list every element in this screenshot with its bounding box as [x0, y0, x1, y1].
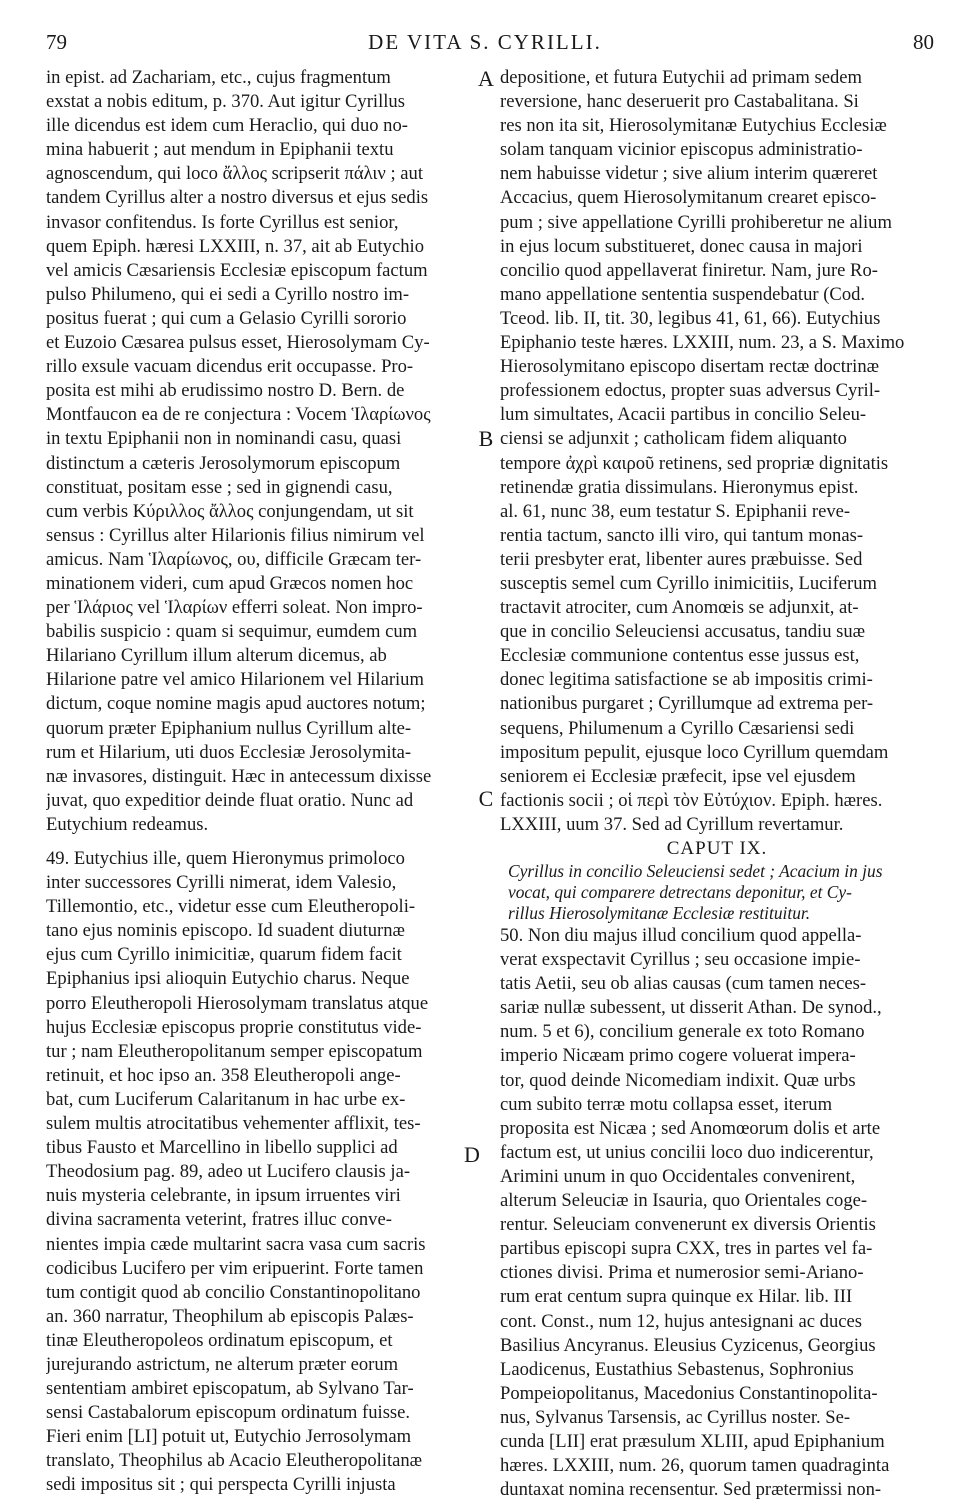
- text-line: sariæ nullæ subessent, ut disserit Athan. De synod.,: [500, 997, 882, 1019]
- text-line: professionem edoctus, propter suas adversus Cyril-: [500, 380, 881, 402]
- text-line: nientes impia cæde multarint sacra vasa cum sacris: [46, 1233, 426, 1255]
- text-line: invasor confitendus. Is forte Cyrillus est senior,: [46, 211, 399, 233]
- margin-marker-b: B: [478, 426, 494, 451]
- margin-marker-a: A: [478, 66, 494, 91]
- text-line: terii presbyter erat, libenter aures præbuisse. Sed: [500, 548, 863, 570]
- text-line: et Euzoio Cæsarea pulsus esset, Hierosolymam Cy-: [46, 332, 430, 354]
- text-line: Basilius Ancyranus. Eleusius Cyzicenus, Georgius: [500, 1334, 876, 1356]
- text-line: rum erat centum supra quinque ex Hilar. lib. III: [500, 1286, 853, 1308]
- page-header: [0, 30, 970, 62]
- text-line: cum subito terræ motu collapsa esset, iterum: [500, 1093, 833, 1115]
- text-line: lum simultates, Acacii partibus in concilio Seleu-: [500, 404, 867, 426]
- text-line: cum verbis Κύριλλος ἄλλος conjungendam, ut sit: [46, 500, 414, 522]
- text-line: constituat, positam esse ; sed in gignendi casu,: [46, 476, 393, 498]
- text-line: retinendæ gratia dissimulans. Hieronymus epist.: [500, 476, 859, 498]
- text-line: juvat, quo expeditior deinde fluat oratio. Nunc ad: [46, 789, 414, 811]
- text-line: Pompeiopolitanus, Macedonius Constantinopolita-: [500, 1382, 878, 1404]
- text-line: factum est, ut unius concilii loco duo indicerentur,: [500, 1141, 874, 1163]
- text-line: ciensi se adjunxit ; catholicam fidem aliquanto: [500, 428, 847, 450]
- text-line: in textu Epiphanii non in nominandi casu, quasi: [46, 428, 402, 450]
- text-line: babilis suspicio : quam si sequimur, eumdem cum: [46, 621, 418, 643]
- text-line: retinuit, et hoc ipso an. 358 Eleutheropoli ange-: [46, 1064, 401, 1086]
- text-line: tatis Aetii, seu ob alias causas (cum tamen neces-: [500, 973, 867, 995]
- text-line: nuis mysteria celebrante, in ipsum irruentes viri: [46, 1185, 401, 1207]
- text-line: Accacius, quem Hierosolymitanum crearet episco-: [500, 187, 877, 209]
- text-line: verat exspectavit Cyrillus ; seu occasione impie-: [500, 949, 861, 971]
- text-line: donec legitima satisfactione se ab impositis crimi-: [500, 669, 873, 691]
- text-line: vel amicis Cæsariensis Ecclesiæ episcopum factum: [46, 259, 428, 281]
- text-line: quorum præter Epiphanium nullus Cyrillum alte-: [46, 717, 412, 739]
- text-line: tibus Fausto et Marcellino in libello supplici ad: [46, 1137, 398, 1159]
- right-paragraph-1: [500, 66, 934, 837]
- text-line: mina habuerit ; aut mendum in Epiphanii textu: [46, 139, 394, 161]
- text-line: codicibus Lucifero per vim eripuerint. Forte tamen: [46, 1257, 424, 1279]
- text-line: tano ejus nominis episcopo. Id suadent diuturnæ: [46, 920, 405, 942]
- text-line: Tceod. lib. II, tit. 30, legibus 41, 61, 66). Eutychius: [500, 307, 881, 329]
- text-line: sensi Castabalorum episcopum ordinatum fuisse.: [46, 1402, 411, 1424]
- text-line: tinæ Eleutheropoleos ordinatum episcopum, et: [46, 1329, 393, 1351]
- text-line: Laodicenus, Eustathius Sebastenus, Sophronius: [500, 1358, 854, 1380]
- text-line: næ invasores, distinguit. Hæc in antecessum dixisse: [46, 765, 432, 787]
- text-line: amicus. Nam Ἱλαρίωνος, ου, difficile Græcam ter-: [46, 548, 422, 570]
- text-line: bat, cum Luciferum Calaritanum in hac urbe ex-: [46, 1088, 406, 1110]
- text-line: al. 61, nunc 38, eum testatur S. Epiphanii reve-: [500, 500, 851, 522]
- text-line: Hilarione patre vel amico Hilarionem vel Hilarium: [46, 669, 424, 691]
- text-line: nus, Sylvanus Tarsensis, ac Cyrillus noster. Se-: [500, 1406, 851, 1428]
- text-line: vocat, qui comparere detrectans deponitur, et Cy-: [508, 882, 852, 902]
- text-line: exstat a nobis editum, p. 370. Aut igitur Cyrillus: [46, 91, 405, 113]
- text-line: que in concilio Seleuciensi accusatus, tandiu suæ: [500, 621, 866, 643]
- text-line: alterum Seleuciæ in Isauria, quo Orientales coge-: [500, 1190, 868, 1212]
- text-line: sensus : Cyrillus alter Hilarionis filius nimirum vel: [46, 524, 425, 546]
- text-line: nem habuisse videtur ; sive alium interim quæreret: [500, 163, 878, 185]
- text-line: posita est mihi ab erudissimo nostro D. Bern. de: [46, 380, 405, 402]
- text-line: an. 360 narratur, Theophilum ab episcopis Palæs-: [46, 1305, 414, 1327]
- text-line: Tillemontio, etc., videtur esse cum Eleutheropoli-: [46, 896, 416, 918]
- text-line: tempore ἀχρὶ καιροῦ retinens, sed propriæ dignitatis: [500, 452, 889, 474]
- text-line: positus fuerat ; qui cum a Gelasio Cyrilli sororio: [46, 307, 407, 329]
- text-line: mano appellatione sententia suspendebatur (Cod.: [500, 283, 866, 305]
- text-line: porro Eleutheropoli Hierosolymam translatus atque: [46, 992, 429, 1014]
- text-line: translato, Theophilus ab Acacio Eleutheropolitanæ: [46, 1450, 423, 1472]
- text-line: agnoscendum, qui loco ἄλλος scripserit πάλιν ; aut: [46, 163, 423, 185]
- text-line: in ejus locum substitueret, donec causa in majori: [500, 235, 863, 257]
- text-line: Hilariano Cyrillum illum alterum dicemus, ab: [46, 645, 387, 667]
- chapter-title: CAPUT IX.: [666, 838, 768, 859]
- text-line: Cyrillus in concilio Seleuciensi sedet ; Acacium in jus: [508, 861, 883, 881]
- text-line: minationem videri, cum apud Græcos nomen hoc: [46, 572, 414, 594]
- text-line: hæres. LXXIII, num. 26, quorum tamen quadraginta: [500, 1455, 890, 1477]
- left-column: [46, 66, 476, 1498]
- text-line: cont. Const., num 12, hujus antesignani ac duces: [500, 1310, 863, 1332]
- left-paragraph-1: [46, 66, 476, 837]
- text-line: rillus Hierosolymitanæ Ecclesiæ restituitur.: [508, 903, 811, 923]
- text-line: tor, quod deinde Nicomediam indixit. Quæ urbs: [500, 1069, 856, 1091]
- text-line: ille dicendus est idem cum Heraclio, qui duo no-: [46, 115, 408, 137]
- text-line: rentur. Seleuciam convenerunt ex diversis Orientis: [500, 1214, 876, 1236]
- text-line: impositum pepulit, ejusque loco Cyrillum quemdam: [500, 741, 889, 763]
- margin-marker-c: C: [478, 786, 494, 811]
- text-line: cunda [LII] erat præsulum XLIII, apud Epiphanium: [500, 1430, 885, 1452]
- text-line: tractavit atrociter, cum Anomœis se adjunxit, at-: [500, 597, 859, 619]
- text-line: Theodosium pag. 89, adeo ut Lucifero clausis ja-: [46, 1161, 411, 1183]
- text-line: 50. Non diu majus illud concilium quod appella-: [500, 925, 862, 946]
- text-line: duntaxat nomina recensentur. Sed prætermissi non-: [500, 1479, 882, 1501]
- text-line: Fieri enim [LI] potuit ut, Eutychio Jerrosolymam: [46, 1426, 412, 1448]
- text-line: Arimini unum in quo Occidentales convenirent,: [500, 1165, 856, 1187]
- text-line: factionis socii ; οἱ περὶ τὸν Εὐτύχιον. Epiph. hæres.: [500, 789, 883, 811]
- text-line: num. 5 et 6), concilium generale ex toto Romano: [500, 1021, 865, 1043]
- text-line: proposita est Nicæa ; sed Anomœorum dolis et arte: [500, 1117, 881, 1139]
- text-line: imperio Nicæam primo cogere voluerat impera-: [500, 1045, 856, 1067]
- text-line: jurejurando astrictum, ne alterum præter eorum: [46, 1353, 399, 1375]
- text-line: res non ita sit, Hierosolymitanæ Eutychius Ecclesiæ: [500, 115, 887, 137]
- text-line: per Ἱλάριος vel Ἱλαρίων efferri soleat. Non impro-: [46, 597, 423, 619]
- text-line: Ecclesiæ communione contentus esse jussus est,: [500, 645, 860, 667]
- text-line: Montfaucon ea de re conjectura : Vocem Ἱλαρίωνος: [46, 404, 431, 426]
- text-line: pulso Philumeno, qui ei sedi a Cyrillo nostro im-: [46, 283, 410, 305]
- text-line: concilio quod appellaverat finiretur. Nam, jure Ro-: [500, 259, 878, 281]
- text-line: rentia tactum, sancto illi viro, qui tantum monas-: [500, 524, 864, 546]
- text-line: quem Epiph. hæresi LXXIII, n. 37, ait ab Eutychio: [46, 235, 424, 257]
- chapter-summary: [500, 861, 934, 924]
- text-line: susceptis semel cum Cyrillo inimicitiis, Luciferum: [500, 572, 877, 594]
- text-line: in epist. ad Zachariam, etc., cujus fragmentum: [46, 67, 391, 88]
- text-line: tum contigit quod ab concilio Constantinopolitano: [46, 1281, 421, 1303]
- text-line: nationibus purgaret ; Cyrillumque ad extrema per-: [500, 693, 874, 715]
- right-column: [500, 66, 934, 1502]
- text-line: dictum, coque nomine magis apud auctores notum;: [46, 693, 426, 715]
- text-line: ctiones divisi. Prima et numerosior semi-Ariano-: [500, 1262, 864, 1284]
- left-page-number: 79: [46, 30, 67, 54]
- text-line: divina sacramenta veterint, fratres illuc conve-: [46, 1209, 392, 1231]
- text-line: tandem Cyrillus alter a nostro diversus et ejus sedis: [46, 187, 429, 209]
- text-line: inter successores Cyrilli nimerat, idem Valesio,: [46, 872, 397, 894]
- text-line: rum et Hilarium, uti duos Ecclesiæ Jerosolymita-: [46, 741, 412, 763]
- running-title: DE VITA S. CYRILLI.: [368, 30, 602, 54]
- right-page-number: 80: [913, 30, 934, 54]
- text-line: sedi impositus sit ; qui perspecta Cyrilli injusta: [46, 1474, 396, 1496]
- text-line: rillo exsule vacuam dicendus erit occupasse. Pro-: [46, 356, 414, 378]
- text-line: Hierosolymitano episcopo disertam rectæ doctrinæ: [500, 356, 880, 378]
- text-line: sequens, Philumenum a Cyrillo Cæsariensi sedi: [500, 717, 855, 739]
- text-line: reversione, hanc deseruerit pro Castabalitana. Si: [500, 91, 859, 113]
- text-line: seniorem ei Ecclesiæ præfecit, ipse vel ejusdem: [500, 765, 856, 787]
- text-line: Epiphanius ipsi alioquin Eutychio charus. Neque: [46, 968, 410, 990]
- text-line: 49. Eutychius ille, quem Hieronymus primoloco: [46, 848, 405, 869]
- text-line: distinctum a cæteris Jerosolymorum episcopum: [46, 452, 401, 474]
- text-line: LXXIII, uum 37. Sed ad Cyrillum revertamur.: [500, 813, 844, 835]
- text-line: solam tanquam vicinior episcopus administratio-: [500, 139, 863, 161]
- text-line: partibus episcopi supra CXX, tres in partes vel fa-: [500, 1238, 873, 1260]
- text-line: sententiam ambiret episcopatum, ab Sylvano Tar-: [46, 1378, 414, 1400]
- text-line: pum ; sive appellatione Cyrilli prohiberetur ne alium: [500, 211, 892, 233]
- text-line: depositione, et futura Eutychii ad primam sedem: [500, 67, 862, 88]
- left-paragraph-2: [46, 847, 476, 1498]
- text-line: ejus cum Cyrillo inimicitiæ, quarum fidem facit: [46, 944, 402, 966]
- right-paragraph-2: [500, 924, 934, 1502]
- text-line: hujus Ecclesiæ episcopus proprie constitutus vide-: [46, 1016, 422, 1038]
- text-line: tur ; nam Eleutheropolitanum semper episcopatum: [46, 1040, 423, 1062]
- margin-marker-d: D: [464, 1142, 480, 1167]
- text-line: sulem multis atrocitatibus vehementer afflixit, tes-: [46, 1113, 421, 1135]
- text-line: Eutychium redeamus.: [46, 813, 209, 835]
- text-line: Epiphanio teste hæres. LXXIII, num. 23, a S. Maximo: [500, 332, 905, 354]
